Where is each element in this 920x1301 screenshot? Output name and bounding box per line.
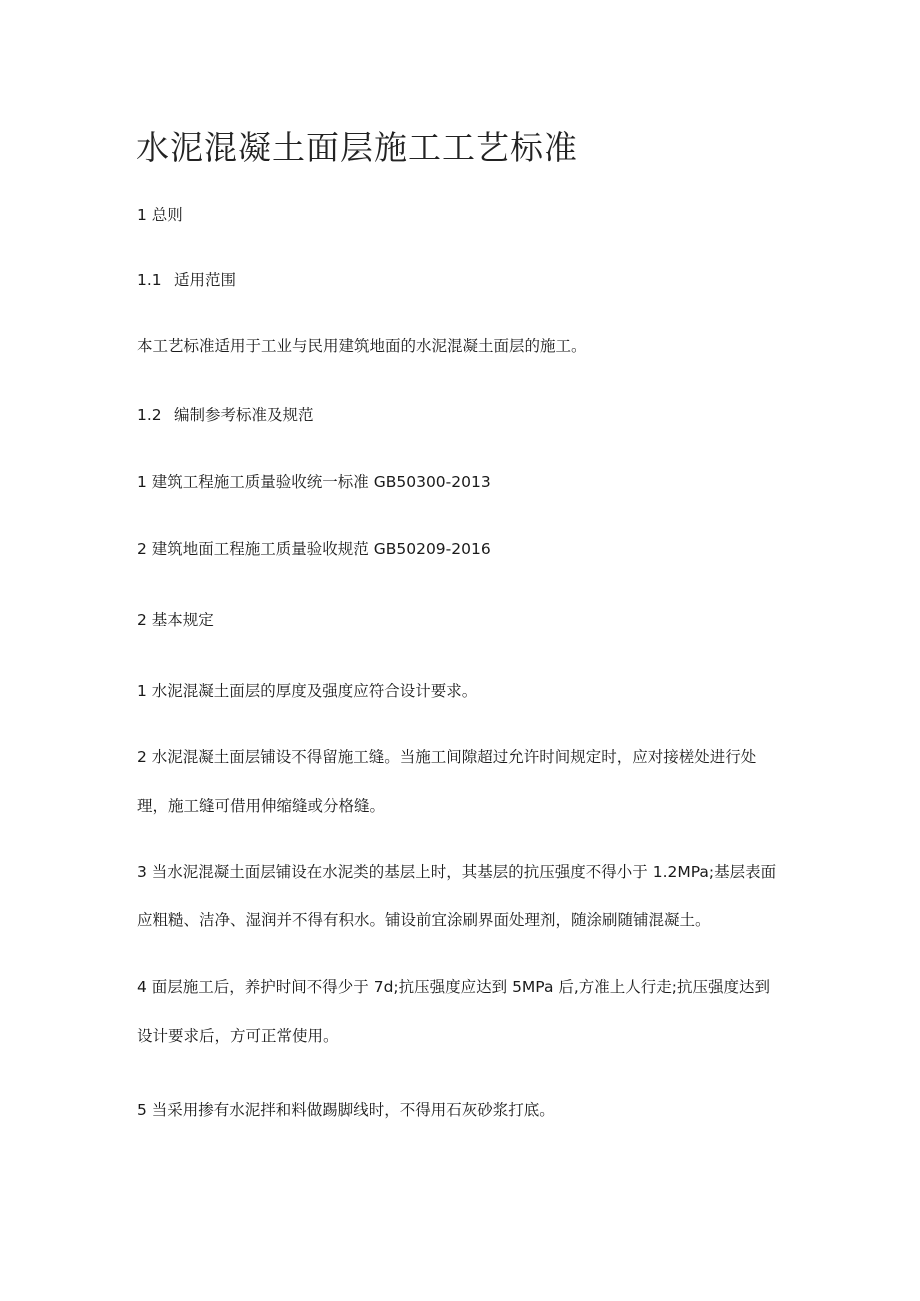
section-1-1-text: 适用范围 <box>174 271 237 289</box>
rule-item-2-line-1: 2 水泥混凝土面层铺设不得留施工缝。当施工间隙超过允许时间规定时，应对接槎处进行处 <box>137 748 757 766</box>
rule-item-4-line-1: 4 面层施工后，养护时间不得少于 7d;抗压强度应达到 5MPa 后,方准上人行走;抗压强度达到 <box>137 978 771 996</box>
document-title: 水泥混凝土面层施工工艺标准 <box>136 128 578 167</box>
reference-item-2: 2 建筑地面工程施工质量验收规范 GB50209-2016 <box>137 540 491 558</box>
rule-item-3-line-2: 应粗糙、洁净、湿润并不得有积水。铺设前宜涂刷界面处理剂，随涂刷随铺混凝土。 <box>137 911 711 929</box>
section-1-heading: 1 总则 <box>137 206 183 224</box>
rule-item-2-line-2: 理，施工缝可借用伸缩缝或分格缝。 <box>137 797 386 815</box>
rule-item-5: 5 当采用掺有水泥拌和料做踢脚线时，不得用石灰砂浆打底。 <box>137 1101 555 1119</box>
rule-item-3-line-1: 3 当水泥混凝土面层铺设在水泥类的基层上时，其基层的抗压强度不得小于 1.2MPa;基层表面 <box>137 863 777 881</box>
section-1-2-heading <box>137 403 314 425</box>
reference-item-1: 1 建筑工程施工质量验收统一标准 GB50300-2013 <box>137 473 491 491</box>
rule-item-1: 1 水泥混凝土面层的厚度及强度应符合设计要求。 <box>137 682 478 700</box>
section-1-2-text: 编制参考标准及规范 <box>174 406 314 424</box>
rule-item-4-line-2: 设计要求后，方可正常使用。 <box>137 1027 339 1045</box>
section-1-1-number: 1.1 <box>137 271 162 289</box>
section-1-1-heading <box>137 268 236 290</box>
scope-paragraph: 本工艺标准适用于工业与民用建筑地面的水泥混凝土面层的施工。 <box>137 337 587 355</box>
section-2-heading: 2 基本规定 <box>137 611 214 629</box>
section-1-2-number: 1.2 <box>137 406 162 424</box>
